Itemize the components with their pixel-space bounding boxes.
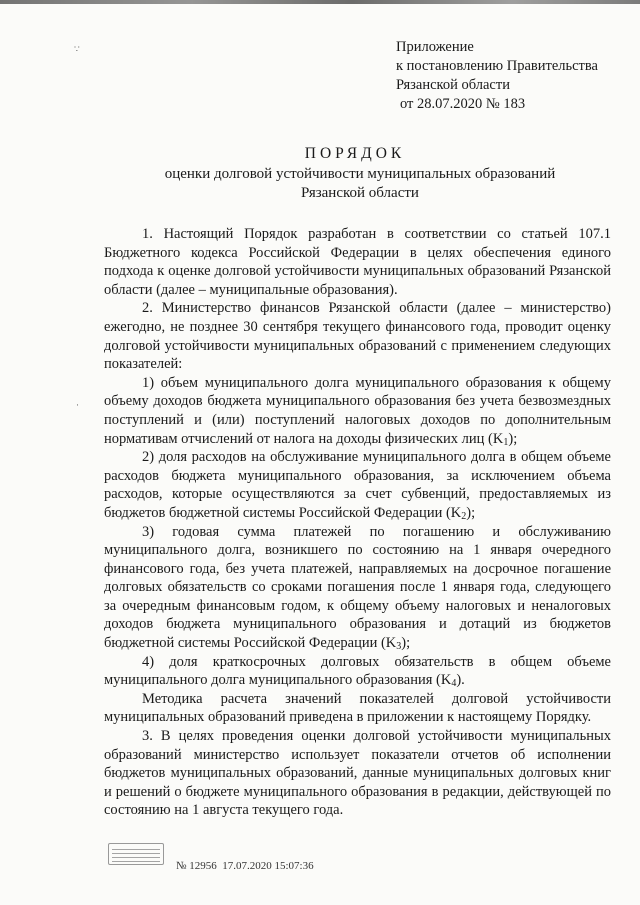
scan-speck: ·: [76, 400, 79, 410]
document-title-block: [0, 143, 640, 203]
header-line: Рязанской области: [396, 77, 510, 93]
paragraph: Методика расчета значений показателей долговой устойчивости муниципальных образований приведена в приложении к настоящему Порядку.: [104, 690, 611, 726]
header-line: к постановлению Правительства: [396, 58, 598, 74]
document-subtitle: Рязанской области: [301, 185, 419, 201]
list-item: 3) годовая сумма платежей по погашению и обслуживанию муниципального долга, возникшего по состоянию на 1 января очередного финансового года, без учета платежей, направляемых на досрочное погашение долговых обязательств со сроками погашения после 1 января года, следующего за очередным финансовым годом, к общему объему налоговых и неналоговых доходов бюджета муниципального образования и дотаций из бюджетов бюджетной системы Российской Федерации $(K_3)$;: [104, 523, 611, 653]
registration-mark: [176, 860, 314, 872]
list-item: 2) доля расходов на обслуживание муниципального долга в общем объеме расходов бюджета муниципального образования, за исключением объема расходов, которые осуществляются за счет субвенций, предоставляемых из бюджетов бюджетной системы Российской Федерации $(K_2)$;: [104, 449, 611, 522]
scan-edge: [0, 0, 640, 4]
registration-datetime: 17.07.2020 15:07:36: [222, 860, 314, 872]
header-line: Приложение: [396, 39, 474, 55]
header-date: от 28.07.2020 № 183: [400, 96, 526, 112]
archive-stamp: [108, 843, 164, 865]
document-body: [104, 225, 611, 820]
scan-speck: ∵: [74, 44, 80, 54]
list-item: 1) объем муниципального долга муниципального образования к общему объему доходов бюджета муниципального образования без учета безвозмездных поступлений и (или) поступлений налоговых доходов по дополнительным нормативам отчислений от налога на доходы физических лиц $(K_1)$;: [104, 374, 611, 448]
paragraph: 1. Настоящий Порядок разработан в соответствии со статьей 107.1 Бюджетного кодекса Российской Федерации в целях обеспечения единого подхода к оценке долговой устойчивости муниципальных образований Рязанской области (далее – муниципальные образования).: [104, 226, 611, 298]
paragraph: 3. В целях проведения оценки долговой устойчивости муниципальных образований министерство использует показатели отчетов об исполнении бюджетов муниципальных образований, данные муниципальных долговых книг и решений о бюджете муниципального образования в редакции, действующей по состоянию на 1 августа текущего года.: [104, 728, 611, 819]
registration-number: № 12956: [176, 860, 217, 872]
attachment-header: [396, 38, 636, 114]
paragraph: 2. Министерство финансов Рязанской области (далее – министерство) ежегодно, не позднее 30 сентября текущего финансового года, проводит оценку долговой устойчивости муниципальных образований с применением следующих показателей:: [104, 300, 611, 373]
registration-footer: [108, 843, 408, 873]
document-title: ПОРЯДОК: [304, 145, 406, 162]
document-subtitle: оценки долговой устойчивости муниципальных образований: [164, 166, 556, 182]
list-item: 4) доля краткосрочных долговых обязательств в общем объеме муниципального долга муниципального образования $(K_4)$.: [104, 653, 611, 690]
